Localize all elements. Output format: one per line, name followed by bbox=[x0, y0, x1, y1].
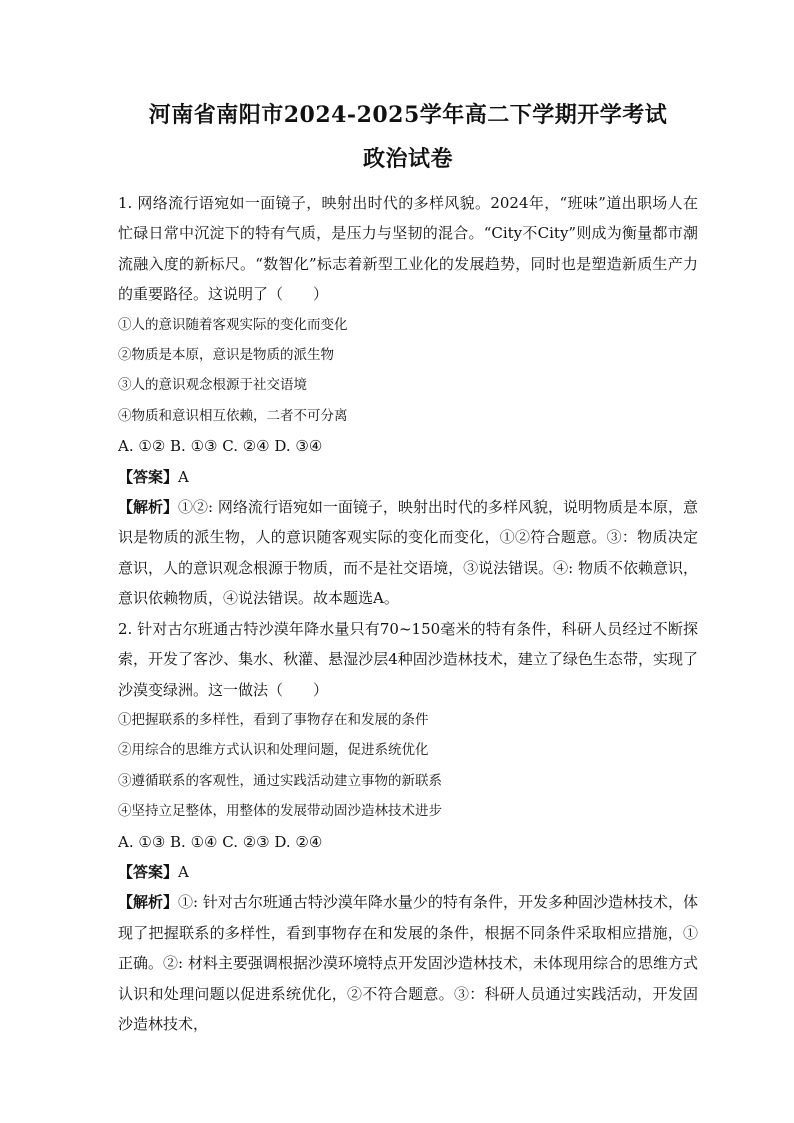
question-1-option-2: ②物质是本原，意识是物质的派生物 bbox=[118, 347, 334, 364]
analysis-text: ①②: 网络流行语宛如一面镜子，映射出时代的多样风貌，说明物质是本原，意识是物质的派生物，人的意识随客观实际的变化而变化，①②符合题意。③：物质决定意识，人的意识观念根源于物质，而不是社交语境，③说法错误。④: 物质不依赖意识，意识依赖物质，④说法错误。故本题选A。 bbox=[118, 498, 698, 608]
question-2-option-2: ②用综合的思维方式认识和处理问题，促进系统优化 bbox=[118, 742, 429, 759]
question-2-stem: 2. 针对古尔班通古特沙漠年降水量只有70~150毫米的特有条件，科研人员经过不断探索，开发了客沙、集水、秋灌、悬湿沙层4种固沙造林技术，建立了绿色生态带，实现了沙漠变绿洲。这一做法（ ） bbox=[118, 619, 698, 699]
question-2-option-4: ④坚持立足整体，用整体的发展带动固沙造林技术进步 bbox=[118, 803, 442, 820]
question-2-choices: A. ①③ B. ①④ C. ②③ D. ②④ bbox=[118, 832, 323, 851]
answer-value: A bbox=[178, 862, 189, 881]
analysis-label: 【解析】 bbox=[118, 893, 179, 912]
question-1-option-4: ④物质和意识相互依赖，二者不可分离 bbox=[118, 407, 348, 424]
question-2-option-1: ①把握联系的多样性，看到了事物存在和发展的条件 bbox=[118, 711, 429, 728]
analysis-label: 【解析】 bbox=[118, 498, 179, 517]
question-1-answer bbox=[118, 462, 698, 492]
question-2-option-3: ③遵循联系的客观性，通过实践活动建立事物的新联系 bbox=[118, 772, 442, 789]
answer-value: A bbox=[178, 467, 189, 486]
question-1-option-3: ③人的意识观念根源于社交语境 bbox=[118, 377, 307, 394]
exam-title: 河南省南阳市2024-2025学年高二下学期开学考试 bbox=[148, 102, 668, 128]
exam-subtitle: 政治试卷 bbox=[362, 146, 453, 172]
answer-label: 【答案】 bbox=[118, 862, 179, 881]
question-1-choices: A. ①② B. ①③ C. ②④ D. ③④ bbox=[118, 437, 323, 456]
analysis-text: ①: 针对古尔班通古特沙漠年降水量少的特有条件，开发多种固沙造林技术，体现了把握联系的多样性，看到事物存在和发展的条件，根据不同条件采取相应措施，①正确。②: 材料主要强调根据沙漠环境特点开发固沙造林技术，未体现用综合的思维方式认识和处理问题以促进系统优化，②不符合题意。③：科研人员通过实践活动，开发固沙造林技术， bbox=[118, 893, 698, 1033]
question-2-answer bbox=[118, 857, 698, 887]
question-2-analysis bbox=[118, 887, 698, 1039]
question-1-analysis bbox=[118, 492, 698, 614]
question-1-stem: 1. 网络流行语宛如一面镜子，映射出时代的多样风貌。2024年，“班味”道出职场人在忙碌日常中沉淀下的特有气质，是压力与坚韧的混合。“City不City”则成为衡量都市潮流融入度的新标尺。“数智化”标志着新型工业化的发展趋势，同时也是塑造新质生产力的重要路径。这说明了（ ） bbox=[118, 194, 698, 304]
question-1-option-1: ①人的意识随着客观实际的变化而变化 bbox=[118, 316, 348, 333]
answer-label: 【答案】 bbox=[118, 467, 179, 486]
